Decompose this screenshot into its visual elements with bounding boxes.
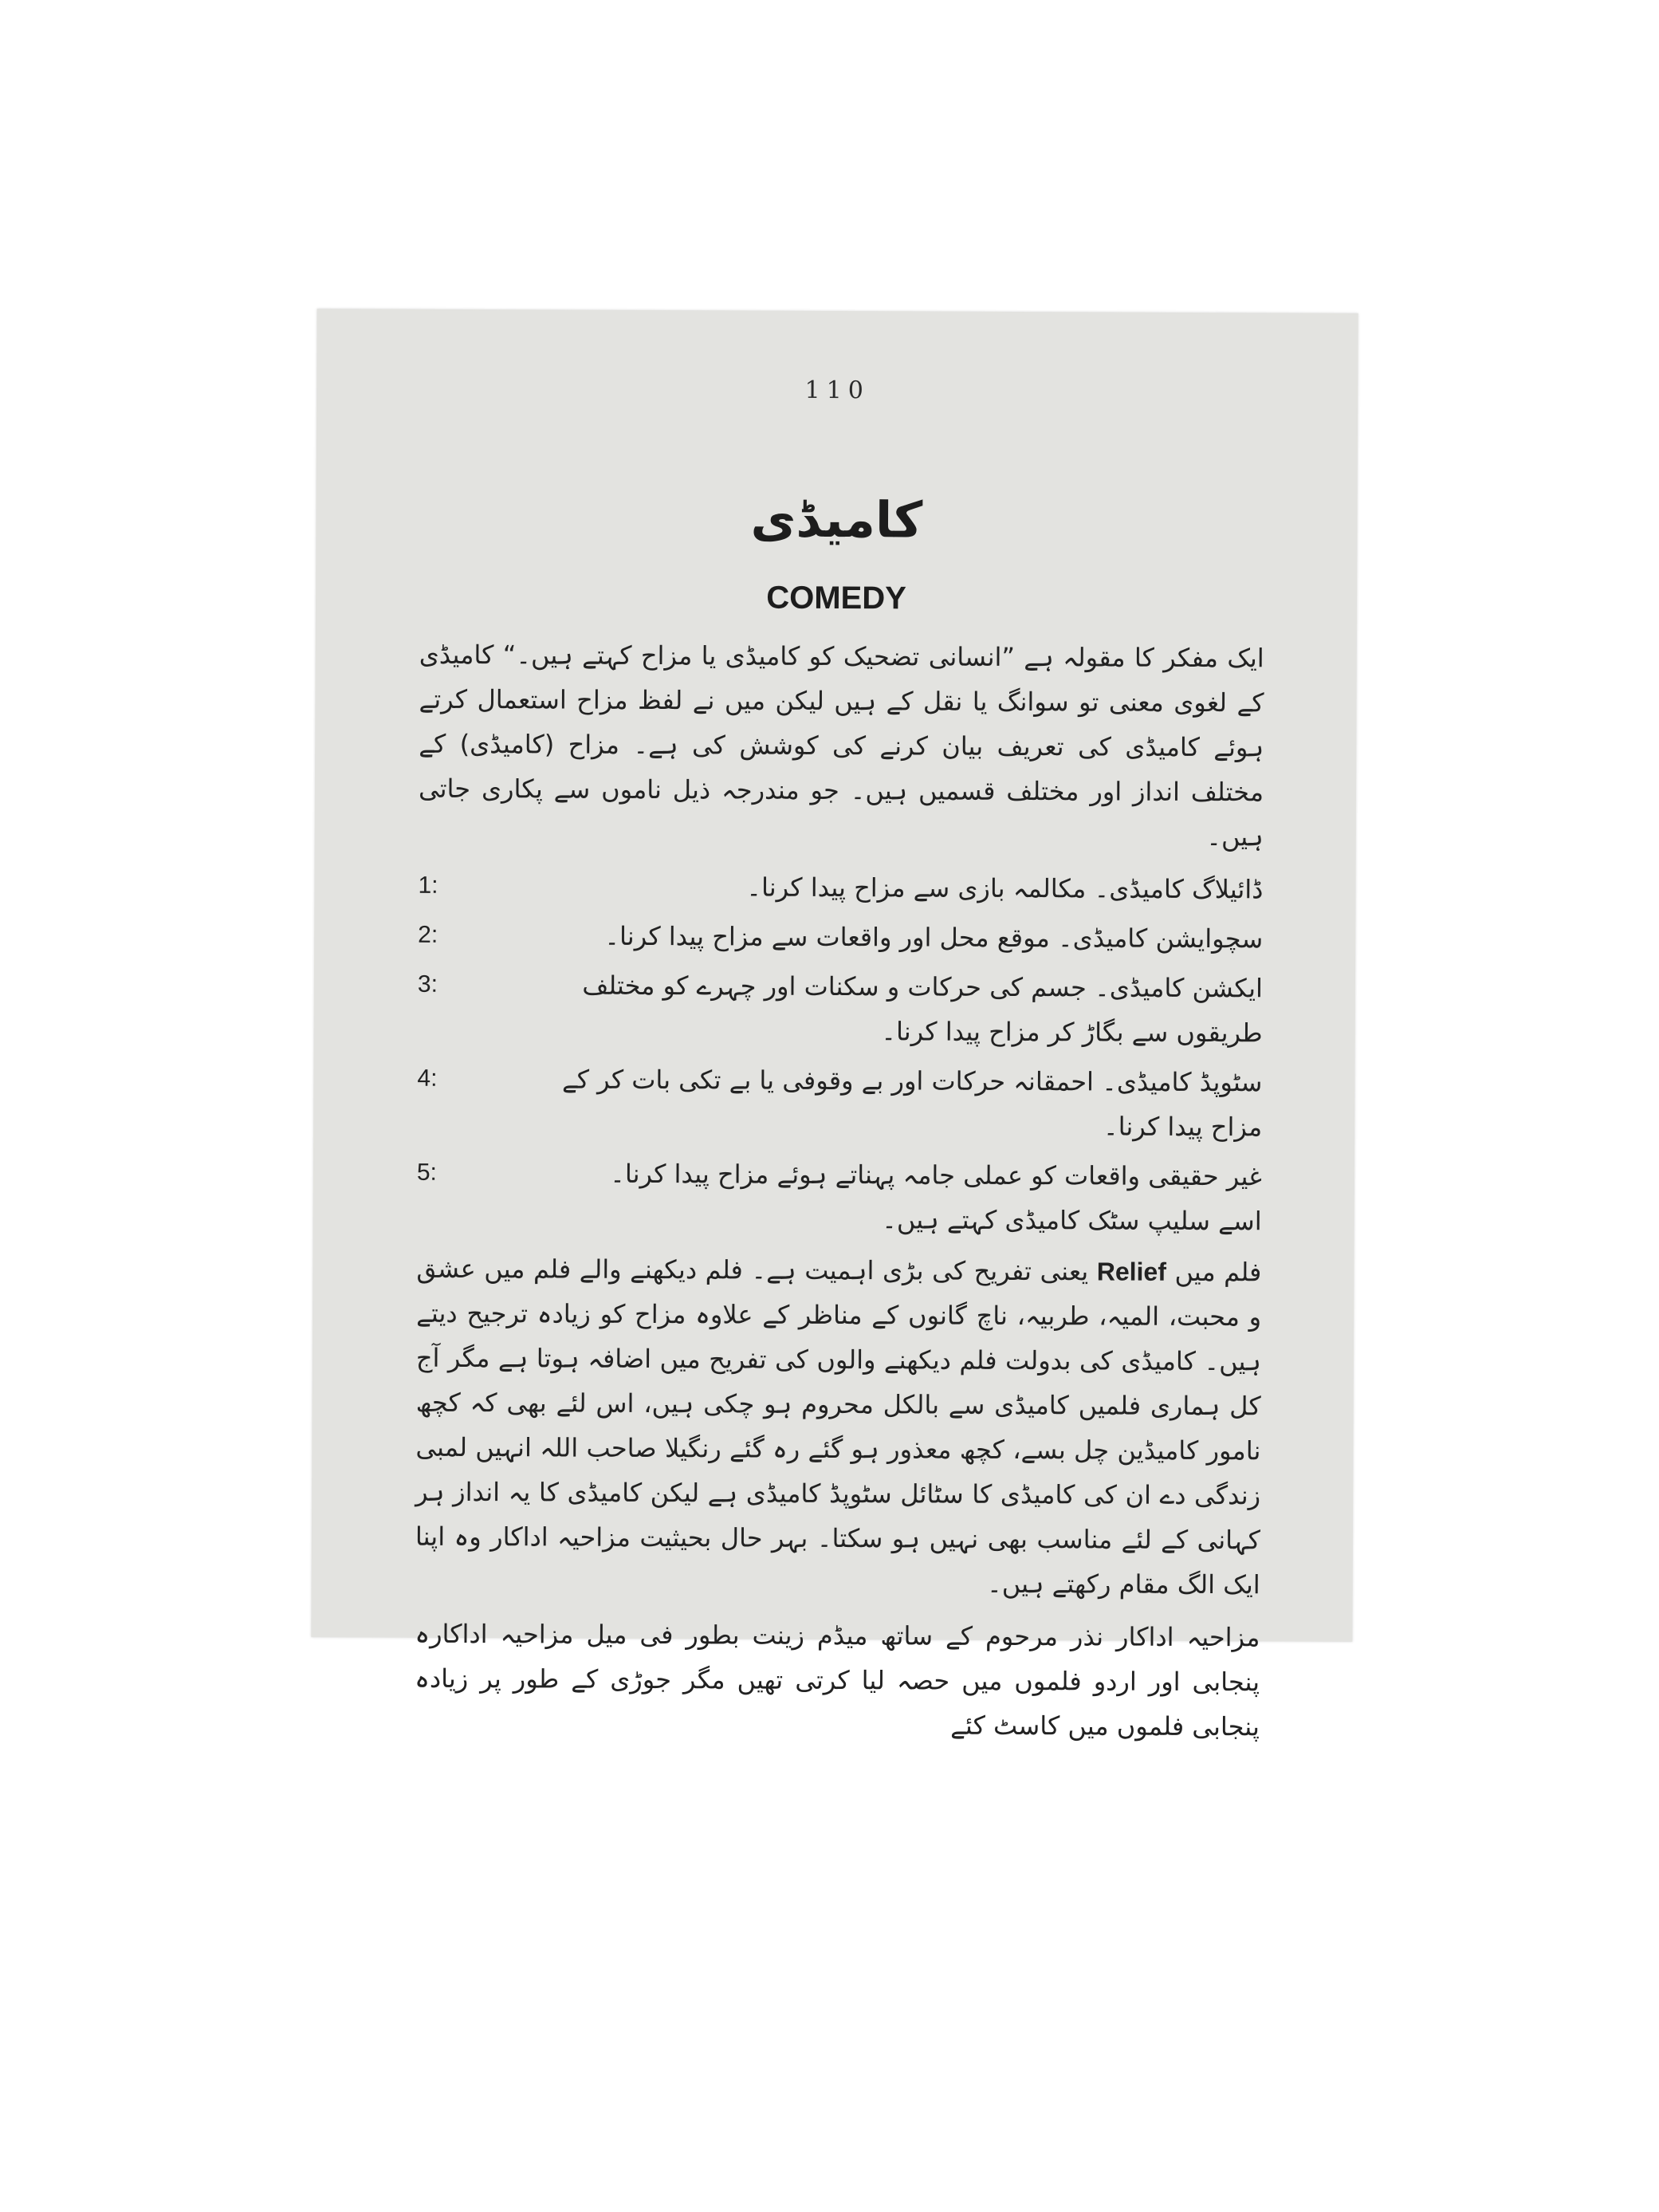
comedy-types-list — [417, 864, 1264, 1244]
list-item-number: 4: — [417, 1065, 438, 1092]
list-item — [417, 1151, 1262, 1244]
page-number: 110 — [804, 376, 870, 405]
chapter-title-urdu: کامیڈی — [750, 490, 923, 549]
list-item — [418, 864, 1263, 912]
chapter-title-english: COMEDY — [766, 580, 906, 616]
book-page — [311, 309, 1358, 1742]
intro-paragraph: ایک مفکر کا مقولہ ہے ”انسانی تضحیک کو کامیڈی یا مزاح کہتے ہیں۔“ کامیڈی کے لغوی معنی تو سوانگ یا نقل کے ہیں لیکن میں نے لفظ مزاح استعمال کرتے ہوئے کامیڈی کی تعریف بیان کرنے کی کوشش کی ہے۔ مزاح (کامیڈی) کے مختلف انداز اور مختلف قسمیں ہیں۔ جو مندرجہ ذیل ناموں سے پکاری جاتی ہیں۔ — [418, 639, 1264, 852]
list-item — [417, 1057, 1262, 1150]
relief-paragraph-start: فلم میں — [1174, 1256, 1262, 1288]
list-item-text: ایکشن کامیڈی۔ جسم کی حرکات و سکنات اور چہرے کو مختلف طریقوں سے بگاڑ کر مزاح پیدا کرنا۔ — [582, 970, 1264, 1049]
list-item — [418, 962, 1263, 1056]
list-item-number: 1: — [418, 872, 438, 899]
relief-paragraph — [415, 1246, 1262, 1608]
list-item-text: سچوایشن کامیڈی۔ موقع محل اور واقعات سے مزاح پیدا کرنا۔ — [604, 920, 1264, 954]
relief-paragraph-rest: یعنی تفریح کی بڑی اہمیت ہے۔ فلم دیکھنے والے فلم میں عشق و محبت، المیہ، طربیہ، ناچ گانوں کے مناظر کے علاوہ مزاح کو زیادہ ترجیح دیتے ہیں۔ کامیڈی کی بدولت فلم دیکھنے والوں کی تفریح میں اضافہ ہوتا ہے مگر آج کل ہماری فلمیں کامیڈی سے بالکل محروم ہو چکی ہیں، اس لئے بھی کہ کچھ نامور کامیڈین چل بسے، کچھ معذور ہو گئے رہ گئے رنگیلا صاحب اللہ انہیں لمبی زندگی دے ان کی کامیڈی کا سٹائل سٹوپڈ کامیڈی ہے لیکن کامیڈی کا یہ انداز ہر کہانی کے لئے مناسب بھی نہیں ہو سکتا۔ بہر حال بحیثیت مزاحیہ اداکار وہ اپنا ایک الگ مقام رکھتے ہیں۔ — [415, 1253, 1262, 1600]
list-item-text: ڈائیلاگ کامیڈی۔ مکالمہ بازی سے مزاح پیدا کرنا۔ — [746, 872, 1264, 905]
actors-paragraph: مزاحیہ اداکار نذر مرحوم کے ساتھ میڈم زینت بطور فی میل مزاحیہ اداکارہ پنجابی اور اردو فلموں میں حصہ لیا کرتی تھیں مگر جوڑی کے طور پر زیادہ پنجابی فلموں میں کاسٹ کئے — [415, 1618, 1260, 1742]
relief-term: Relief — [1096, 1257, 1167, 1286]
list-item-text: غیر حقیقی واقعات کو عملی جامہ پہناتے ہوئے مزاح پیدا کرنا۔ اسے سلیپ سٹک کامیڈی کہتے ہیں۔ — [610, 1158, 1262, 1237]
list-item-number: 5: — [416, 1159, 438, 1186]
list-item — [418, 913, 1263, 962]
list-item-number: 3: — [417, 970, 438, 998]
list-item-number: 2: — [418, 921, 438, 948]
list-item-text: سٹوپڈ کامیڈی۔ احمقانہ حرکات اور بے وقوفی یا بے تکی بات کر کے مزاح پیدا کرنا۔ — [561, 1064, 1263, 1143]
page-body — [415, 632, 1264, 1757]
